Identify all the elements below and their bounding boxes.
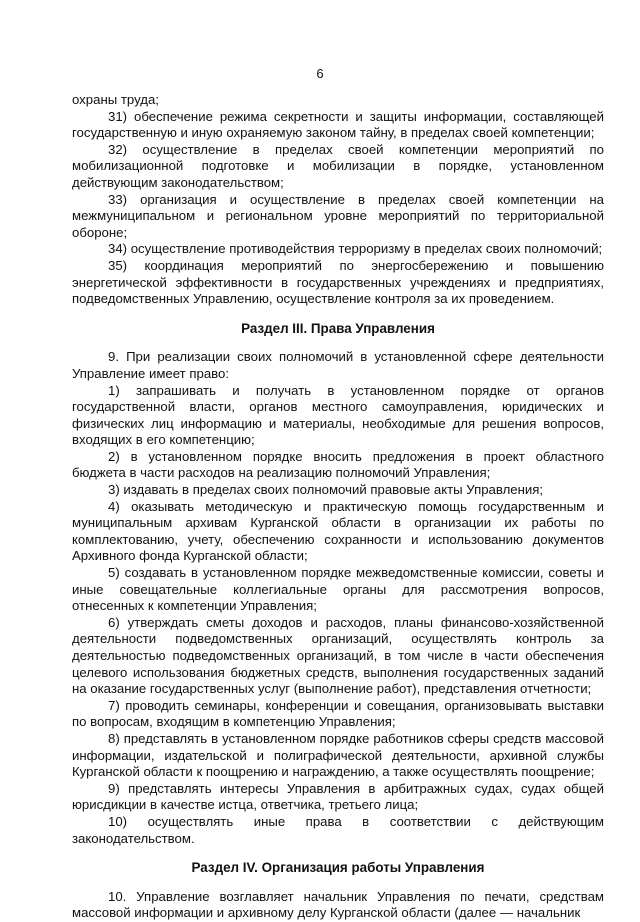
page-number: 6 [316, 66, 324, 81]
list-block-powers [72, 92, 604, 308]
paragraph: 8) представлять в установленном порядке работников сферы средств массовой информации, издательской и полиграфической деятельности, архивной службы Курганской области к поощрению и награждению, а также осуществлять поощрение; [72, 730, 604, 780]
paragraph: 10) осуществлять иные права в соответствии с действующим законодательством. [72, 813, 604, 846]
paragraph: 6) утверждать сметы доходов и расходов, планы финансово-хозяйственной деятельности подведомственных организаций, осуществлять контроль за деятельностью подведомственных организаций, в том числе в части обеспечения целевого использования бюджетных средств, выполнения государственных заданий на оказание государственных услуг (выполнение работ), представления отчетности; [72, 614, 604, 697]
paragraph: 35) координация мероприятий по энергосбережению и повышению энергетической эффективности в государственных учреждениях и предприятиях, подведомственных Управлению, осуществление контроля за их проведением. [72, 257, 604, 307]
paragraph: 9) представлять интересы Управления в арбитражных судах, судах общей юрисдикции в качестве истца, ответчика, третьего лица; [72, 780, 604, 813]
paragraph: 5) создавать в установленном порядке межведомственные комиссии, советы и иные совещательные коллегиальные органы для рассмотрения вопросов, отнесенных к компетенции Управления; [72, 565, 604, 614]
paragraph: 10. Управление возглавляет начальник Управления по печати, средствам массовой информации и архивному делу Курганской области (далее — начальник [72, 888, 604, 921]
paragraph: 2) в установленном порядке вносить предложения в проект областного бюджета в части расходов на реализацию полномочий Управления; [72, 448, 604, 481]
paragraph: 33) организация и осуществление в пределах своей компетенции на межмуниципальном и региональном уровне мероприятий по территориальной обороне; [72, 191, 604, 240]
paragraph: 3) издавать в пределах своих полномочий правовые акты Управления; [108, 482, 544, 498]
paragraph: 4) оказывать методическую и практическую помощь государственным и муниципальным архивам Курганской области в организации их работы по комплектованию, учету, обеспечению сохранности и использованию документов Архивного фонда Курганской области; [72, 498, 604, 564]
paragraph: 34) осуществление противодействия терроризму в пределах своих полномочий; [108, 241, 603, 257]
section-heading-rights: Раздел III. Права Управления [241, 320, 435, 336]
paragraph: 7) проводить семинары, конференции и совещания, организовывать выставки по вопросам, входящим в компетенцию Управления; [72, 697, 604, 730]
document-body [72, 92, 604, 922]
paragraph: 1) запрашивать и получать в установленном порядке от органов государственной власти, органов местного самоуправления, юридических и физических лиц информацию и материалы, необходимые для решения вопросов, входящих в его компетенцию; [72, 382, 604, 448]
paragraph: 9. При реализации своих полномочий в установленной сфере деятельности Управление имеет право: [72, 349, 604, 381]
section-heading-organization: Раздел IV. Организация работы Управления [191, 860, 485, 876]
list-block-organization [72, 889, 604, 922]
paragraph: охраны труда; [72, 92, 159, 107]
paragraph: 31) обеспечение режима секретности и защиты информации, составляющей государственную и иную охраняемую законом тайну, в пределах своей компетенции; [72, 108, 604, 141]
list-block-rights [72, 349, 604, 847]
paragraph: 32) осуществление в пределах своей компетенции мероприятий по мобилизационной подготовке и мобилизации в порядке, установленном действующим законодательством; [72, 141, 604, 190]
